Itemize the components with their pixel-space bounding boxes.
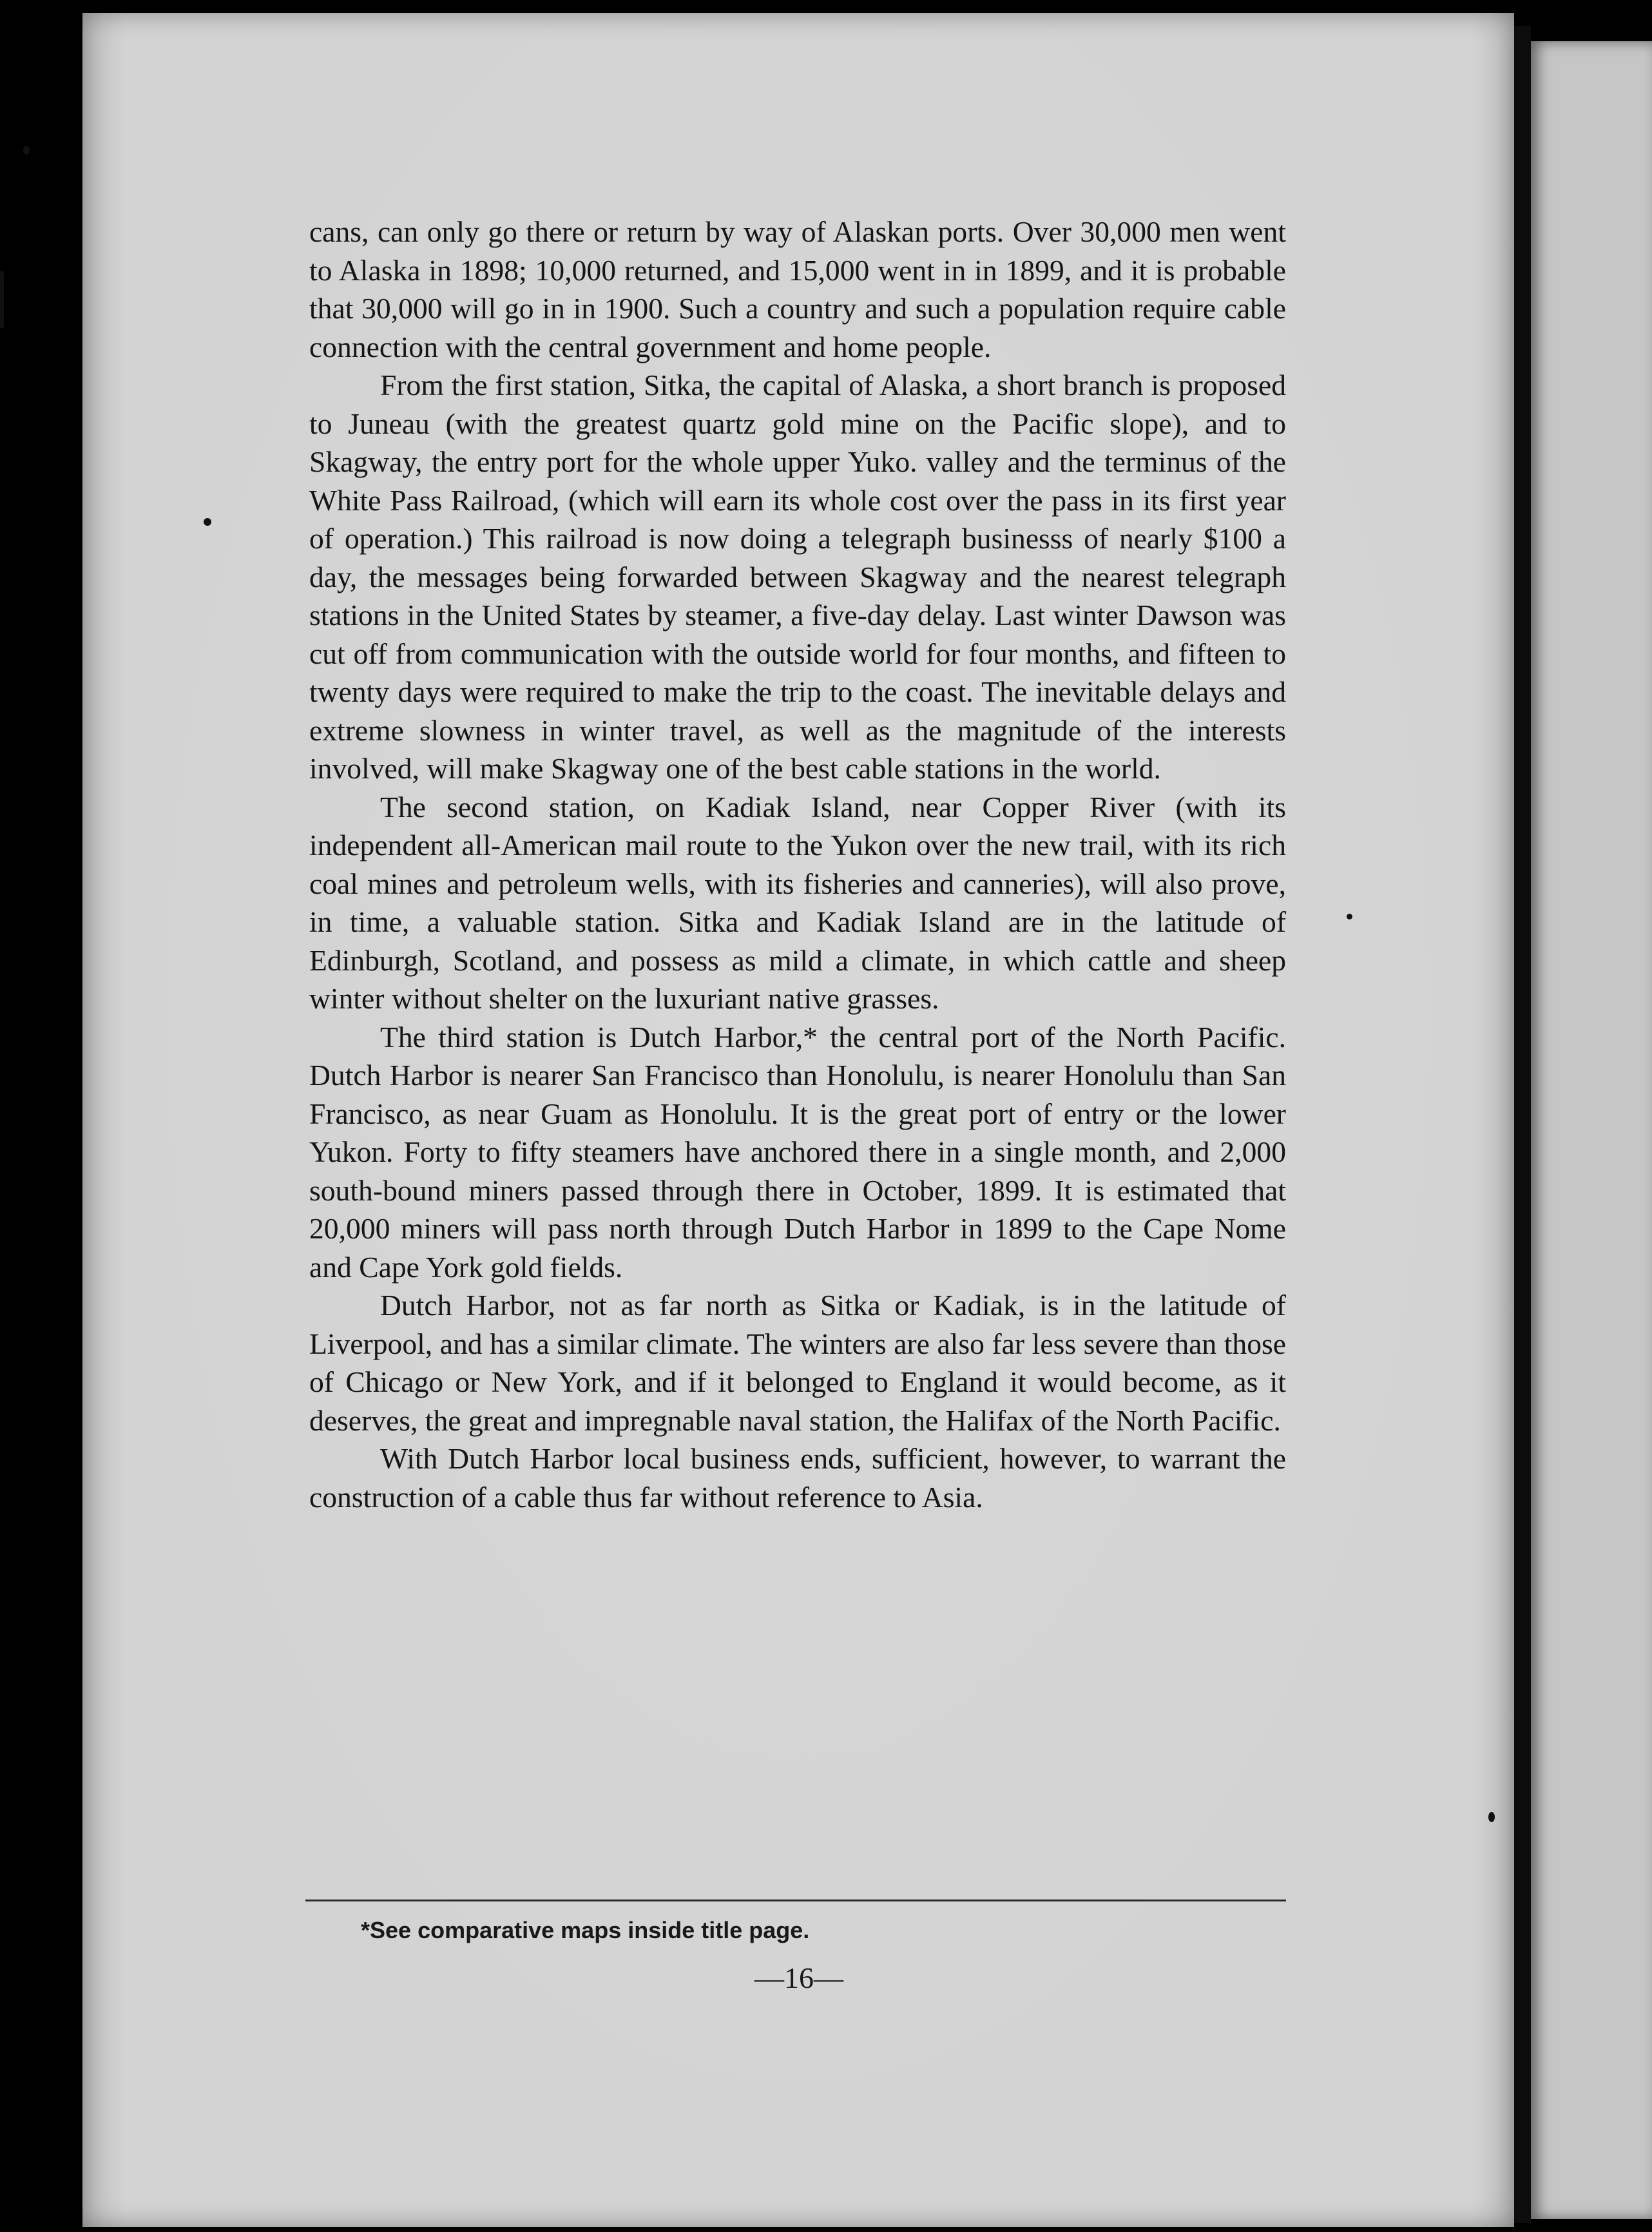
page-number: —16— [754,1961,843,1994]
footnote-rule [305,1900,1286,1901]
scan-speck [23,146,30,155]
paragraph: The second station, on Kadiak Island, near Copper River (with its independent all-American mail route to the Yukon over the new trail, with its rich coal mines and petroleum wells, with its fisheries and canneries), will also prove, in time, a valuable station. Sitka and Kadiak Island are in the latitude of Edinburgh, Scotland, and possess as mild a climate, in which cattle and sheep winter without shelter on the luxuriant native grasses. [309,790,1286,1015]
paragraph: Dutch Harbor, not as far north as Sitka or Kadiak, is in the latitude of Liverpool, and has a similar climate. The winters are also far less severe than those of Chicago or New York, and if it belonged to England it would become, as it deserves, the great and impregnable naval station, the Halifax of the North Pacific. [309,1289,1286,1437]
scan-speck [1488,1812,1495,1822]
book-gutter [1514,26,1531,2223]
facing-page-edge [1531,41,1652,2219]
body-text [309,213,1286,1516]
paragraph: cans, can only go there or return by way of Alaskan ports. Over 30,000 men went to Alaska in 1898; 10,000 returned, and 15,000 went in in 1899, and it is probable that 30,000 will go in in 1900. Such a country and such a population require cable connection with the central government and home people. [309,215,1286,363]
scan-speck [1347,914,1352,919]
scan-speck [0,271,4,329]
footnote: *See comparative maps inside title page. [361,1917,810,1943]
paragraph: From the first station, Sitka, the capital of Alaska, a short branch is proposed to Juneau (with the greatest quartz gold mine on the Pacific slope), and to Skagway, the entry port for the whole upper Yuko. valley and the terminus of the White Pass Railroad, (which will earn its whole cost over the pass in its first year of operation.) This railroad is now doing a telegraph businesss of nearly $100 a day, the messages being forwarded between Skagway and the nearest telegraph stations in the United States by steamer, a five-day delay. Last winter Dawson was cut off from communication with the outside world for four months, and fifteen to twenty days were required to make the trip to the coast. The inevitable delays and extreme slowness in winter travel, as well as the magnitude of the interests involved, will make Skagway one of the best cable stations in the world. [309,369,1286,785]
paragraph: The third station is Dutch Harbor,* the central port of the North Pacific. Dutch Harbor is nearer San Francisco than Honolulu, is nearer Honolulu than San Francisco, as near Guam as Honolulu. It is the great port of entry or the lower Yukon. Forty to fifty steamers have anchored there in a single month, and 2,000 south-bound miners passed through there in October, 1899. It is estimated that 20,000 miners will pass north through Dutch Harbor in 1899 to the Cape Nome and Cape York gold fields. [309,1020,1286,1284]
paragraph: With Dutch Harbor local business ends, sufficient, however, to warrant the construction of a cable thus far without reference to Asia. [309,1442,1286,1514]
scan-speck [204,518,211,526]
